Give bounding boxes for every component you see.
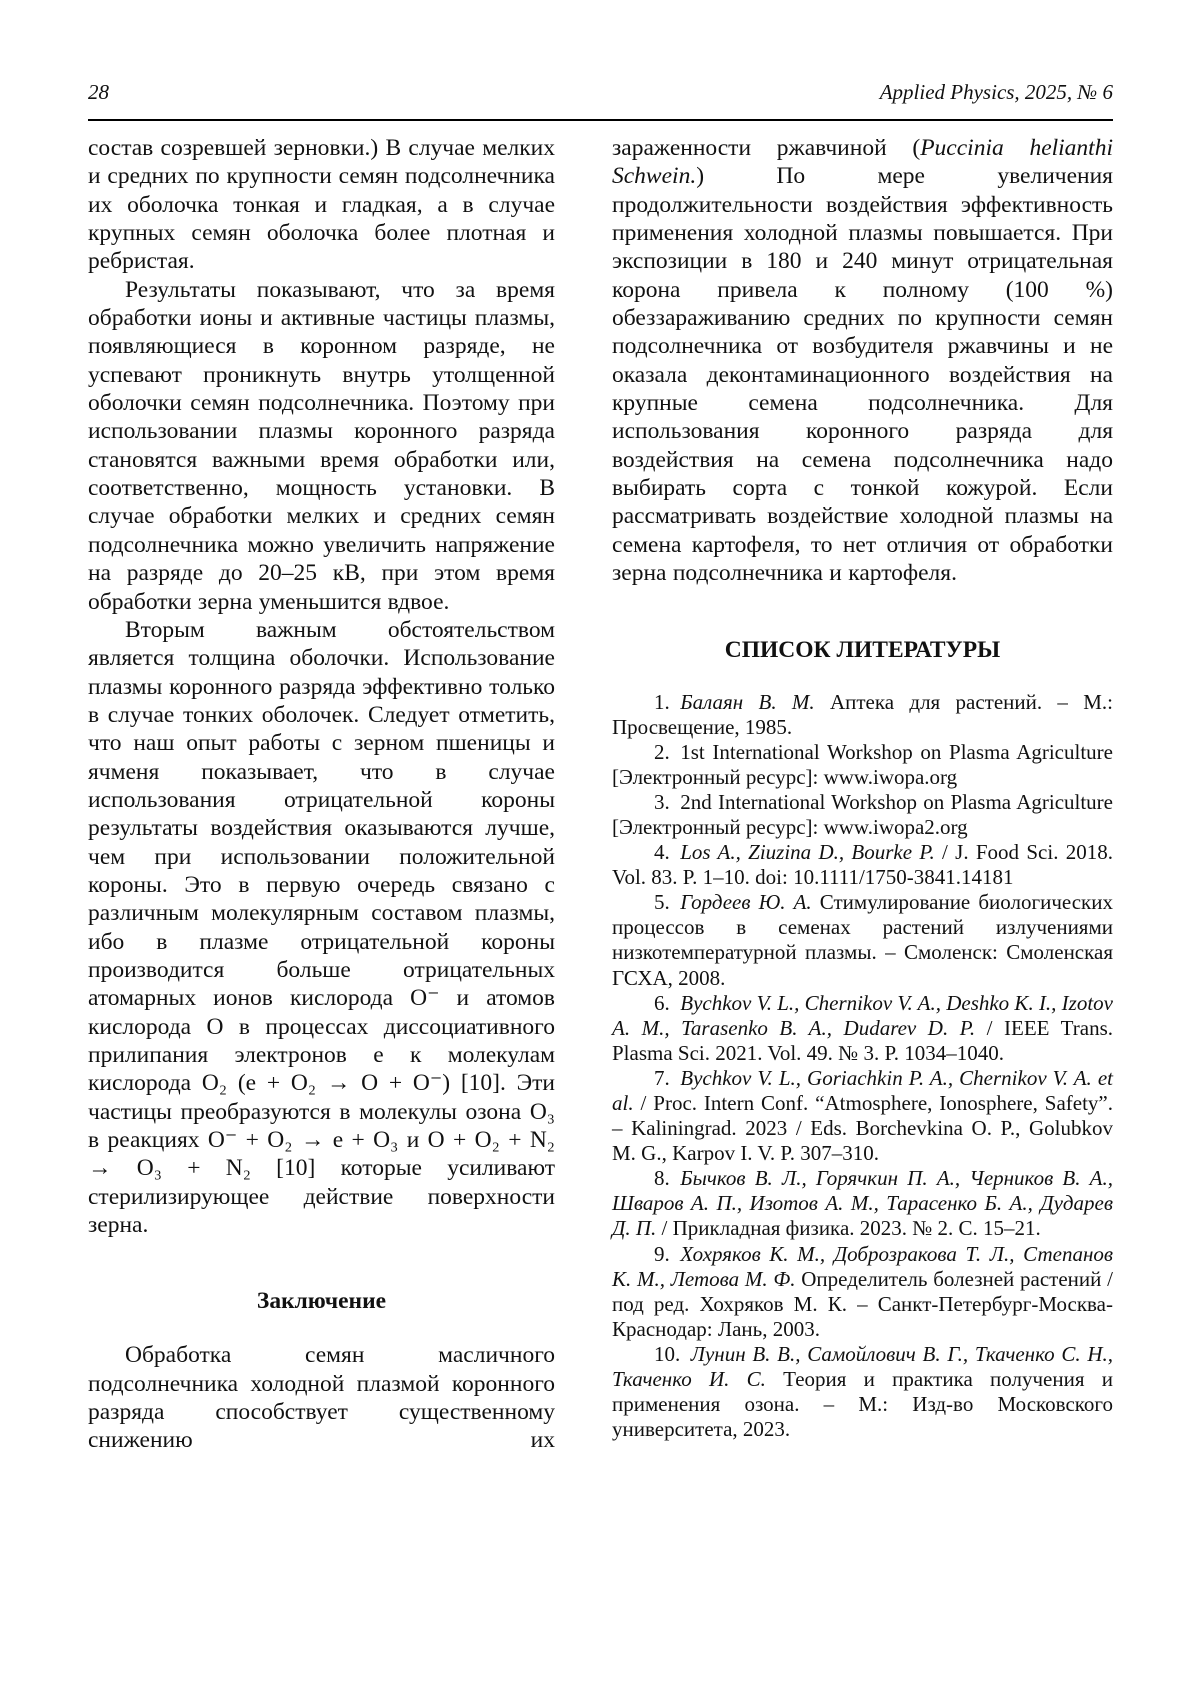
text-run: Стимулирование биологических процессов в семенах растений излучениями низкотемпературной плазмы. – Смоленск: Смоленская ГСХА, 2008. [612, 890, 1113, 990]
italic-text-run: Балаян В. М. [680, 689, 815, 714]
reference-item [612, 1242, 1113, 1342]
text-run: Результаты показывают, что за время обработки ионы и активные частицы плазмы, появляющиеся в коронном разряде, не успевают проникнуть внутрь утолщенной оболочки семян подсолнечника. Поэтому при использовании плазмы коронного разряда становятся важными время обработки или, соответственно, мощность установки. В случае обработки мелких и средних семян подсолнечника можно увеличить напряжение на разряде до 20–25 кВ, при этом время обработки зерна уменьшится вдвое. [88, 276, 555, 615]
reference-item [612, 840, 1113, 890]
italic-text-run: Bychkov V. L., Goriachkin P. A., Chernikov V. A. et al. [612, 1065, 1113, 1115]
italic-text-run: Bychkov V. L., Chernikov V. A., Deshko K. I., Izotov A. M., Tarasenko B. A., Dudarev D. P. [612, 990, 1114, 1040]
paragraph [88, 134, 555, 276]
text-run: состав созревшей зерновки.) В случае мелких и средних по крупности семян подсолнечника их оболочка тонкая и гладкая, а в случае крупных семян оболочка более плотная и ребристая. [88, 135, 555, 275]
text-run: Определитель болезней растений / под ред. Хохряков М. К. – Санкт-Петербург-Москва- Краснодар: Лань, 2003. [612, 1266, 1113, 1341]
paragraph [88, 1341, 555, 1454]
reference-item [612, 690, 1113, 740]
text-run: 9. [654, 1241, 681, 1266]
italic-text-run: Лунин В. В., Самойлович В. Г., Ткаченко С. Н., Ткаченко И. С. [612, 1341, 1113, 1392]
text-run: / IEEE Trans. Plasma Sci. 2021. Vol. 49. № 3. P. 1034–1040. [612, 1015, 1113, 1065]
text-run: Теория и практика получения и применения озона. – М.: Изд-во Московского университета, 2023. [612, 1367, 1113, 1442]
text-run: Обработка семян масличного подсолнечника холодной плазмой коронного разряда способствует существенному снижению их [88, 1342, 555, 1454]
italic-text-run: Гордеев Ю. А. [680, 890, 812, 915]
text-run: 2. 1st International Workshop on Plasma Agriculture [Электронный ресурс]: www.iwopa.org [612, 739, 1113, 789]
text-run: 3. 2nd International Workshop on Plasma Agriculture [Электронный ресурс]: www.iwopa2.org [612, 789, 1113, 839]
section-heading: СПИСОК ЛИТЕРАТУРЫ [724, 636, 1001, 663]
text-run: 8. [654, 1166, 681, 1191]
running-header [88, 80, 1113, 105]
text-run: Аптека для растений. – М.: Просвещение, 1985. [612, 689, 1113, 739]
text-columns [88, 134, 1113, 1455]
section-heading: Заключение [256, 1288, 387, 1315]
text-run: Вторым важным обстоятельством является толщина оболочки. Использование плазмы коронного разряда эффективно только в случае тонких оболочек. Следует отметить, что наш опыт работы с зерном пшеницы и ячменя показывает, что в случае использования отрицательной короны результаты воздействия оказываются лучше, чем при использовании положительной короны. Это в первую очередь связано с различным молекулярным составом плазмы, ибо в плазме отрицательной короны производится больше отрицательных атомарных ионов кислорода O⁻ и атомов кислорода O в процессах диссоциативного прилипания электронов e к молекулам кислорода O₂ (e + O₂ → O + O⁻) [10]. Эти частицы преобразуются в молекулы озона O₃ в реакциях O⁻ + O₂ → e + O₃ и O + O₂ + N₂ → O₃ + N₂ [10] которые усиливают стерилизирующее действие поверхности зерна. [88, 616, 555, 1239]
left-column [88, 134, 555, 1455]
reference-item [612, 890, 1113, 990]
reference-item [612, 991, 1113, 1066]
italic-text-run: Хохряков К. М., Доброзракова Т. Л., Степанов К. М., Летова М. Ф. [612, 1241, 1113, 1291]
text-run: / Прикладная физика. 2023. № 2. С. 15–21. [656, 1216, 1041, 1241]
text-run: 5. [654, 890, 681, 915]
reference-item [612, 1066, 1113, 1166]
reference-item [612, 740, 1113, 790]
text-run: 10. [654, 1341, 691, 1366]
text-run: ) По мере увеличения продолжительности воздействия эффективность применения холодной плазмы повышается. При экспозиции в 180 и 240 минут отрицательная корона привела к полному (100 %) обеззараживанию средних по крупности семян подсолнечника от возбудителя ржавчины и не оказала деконтаминационного воздействия на крупные семена подсолнечника. Для использования коронного разряда для воздействия на семена подсолнечника надо выбирать сорта с тонкой кожурой. Если рассматривать воздействие холодной плазмы на семена картофеля, то нет отличия от обработки зерна подсолнечника и картофеля. [612, 163, 1113, 587]
text-run: / Proc. Intern Conf. “Atmosphere, Ionosphere, Safety”. – Kaliningrad. 2023 / Eds. Borchevkina O. P., Golubkov M. G., Karpov I. V. P. 307–310. [612, 1091, 1113, 1166]
text-run: 1. [654, 689, 681, 714]
header-rule [88, 119, 1113, 121]
text-run: / J. Food Sci. 2018. Vol. 83. P. 1–10. doi: 10.1111/1750-3841.14181 [612, 840, 1113, 890]
journal-title: Applied Physics, 2025, № 6 [879, 80, 1113, 104]
italic-text-run: Бычков В. Л., Горячкин П. А., Черников В. А., Шваров А. П., Изотов А. М., Тарасенко Б. А., Дударев Д. П. [612, 1166, 1113, 1241]
reference-item [612, 1166, 1113, 1241]
text-run: 7. [654, 1065, 681, 1090]
text-run: зараженности ржавчиной ( [612, 135, 921, 161]
paragraph [88, 616, 555, 1240]
right-column [612, 134, 1113, 1455]
italic-text-run: Puccinia helianthi Schwein. [612, 135, 1113, 190]
paragraph [88, 276, 555, 616]
reference-item [612, 790, 1113, 840]
reference-item [612, 1342, 1113, 1442]
text-run: 6. [654, 990, 681, 1015]
italic-text-run: Los A., Ziuzina D., Bourke P. [680, 840, 935, 865]
text-run: 4. [654, 840, 681, 865]
paragraph [612, 134, 1113, 588]
page-number: 28 [88, 80, 109, 104]
